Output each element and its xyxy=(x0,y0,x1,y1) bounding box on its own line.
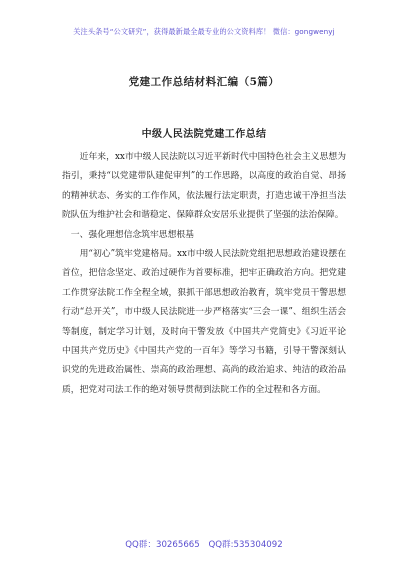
document-body xyxy=(62,148,346,400)
qq-group-2: QQ群:535304092 xyxy=(208,540,283,550)
promo-header: 关注头条号“公文研究”，获得最新最全最专业的公文资料库！ 微信：gongwenyj xyxy=(73,27,335,36)
intro-paragraph: 近年来，xx市中级人民法院以习近平新时代中国特色社会主义思想为指引，秉持“以党建带队建促审判”的工作思路，以高度的政治自觉、昂扬的精神状态、务实的工作作风，依法履行法定职责，打造忠诚干净担当法院队伍为维护社会和谐稳定、保障群众安居乐业提供了坚强的法治保障。 xyxy=(62,152,346,221)
section-title: 中级人民法院党建工作总结 xyxy=(141,129,267,140)
body-paragraph: 用“初心”筑牢党建格局。xx市中级人民法院党组把思想政治建设摆在首位，把信念坚定、政治过硬作为首要标准，把牢正确政治方向。把党建工作贯穿法院工作全程全域，狠抓干部思想政治教育，筑牢党员干警思想行动“总开关”，市中级人民法院进一步严格落实“三会一课”、组织生活会等制度，制定学习计划，及时向干警发放《中国共产党简史》《习近平论中国共产党历史》《中国共产党的一百年》等学习书籍，引导干警深刻认识党的先进政治属性、崇高的政治理想、高尚的政治追求、纯洁的政治品质，把党对司法工作的绝对领导贯彻到法院工作的全过程和各方面。 xyxy=(62,249,346,395)
document-title: 党建工作总结材料汇编（5篇） xyxy=(128,76,280,88)
qq-group-1: QQ群：30265665 xyxy=(125,540,200,550)
qq-footer xyxy=(0,538,408,550)
heading-1 xyxy=(62,226,346,245)
heading-1-text: 一、强化理想信念筑牢思想根基 xyxy=(70,229,194,240)
